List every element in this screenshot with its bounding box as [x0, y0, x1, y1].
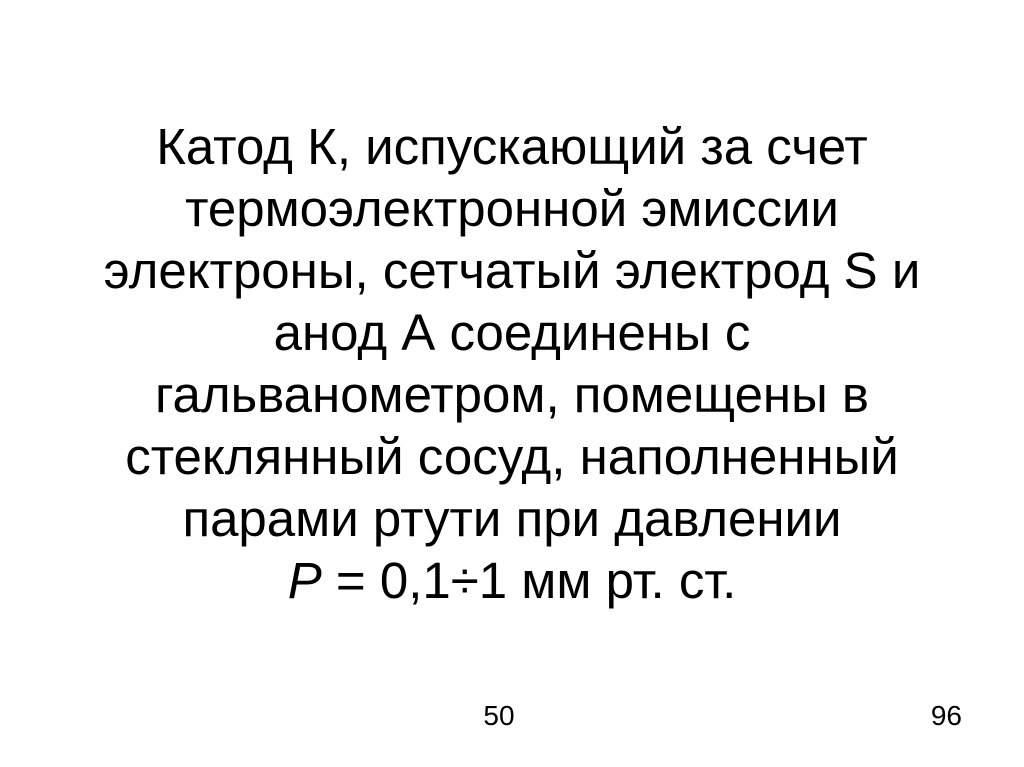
page-number: 96	[930, 700, 962, 731]
text-line-6: стеклянный сосуд, наполненный	[125, 428, 899, 485]
text-line-7: парами ртути при давлении	[182, 490, 842, 547]
text-line-5: гальванометром, помещены в	[154, 366, 870, 423]
text-line-1: Катод К, испускающий за счет	[156, 118, 868, 175]
text-line-4: анод А соединены с	[273, 304, 751, 361]
text-line-2: термоэлектронной эмиссии	[185, 180, 839, 237]
formula-pressure-symbol: P	[287, 552, 322, 609]
formula-line	[0, 550, 1024, 612]
body-text-block	[0, 116, 1024, 612]
slide-number: 50	[483, 700, 515, 731]
formula-value-text: = 0,1÷1 мм рт. ст.	[321, 552, 737, 609]
text-line-3: электроны, сетчатый электрод S и	[103, 242, 921, 299]
